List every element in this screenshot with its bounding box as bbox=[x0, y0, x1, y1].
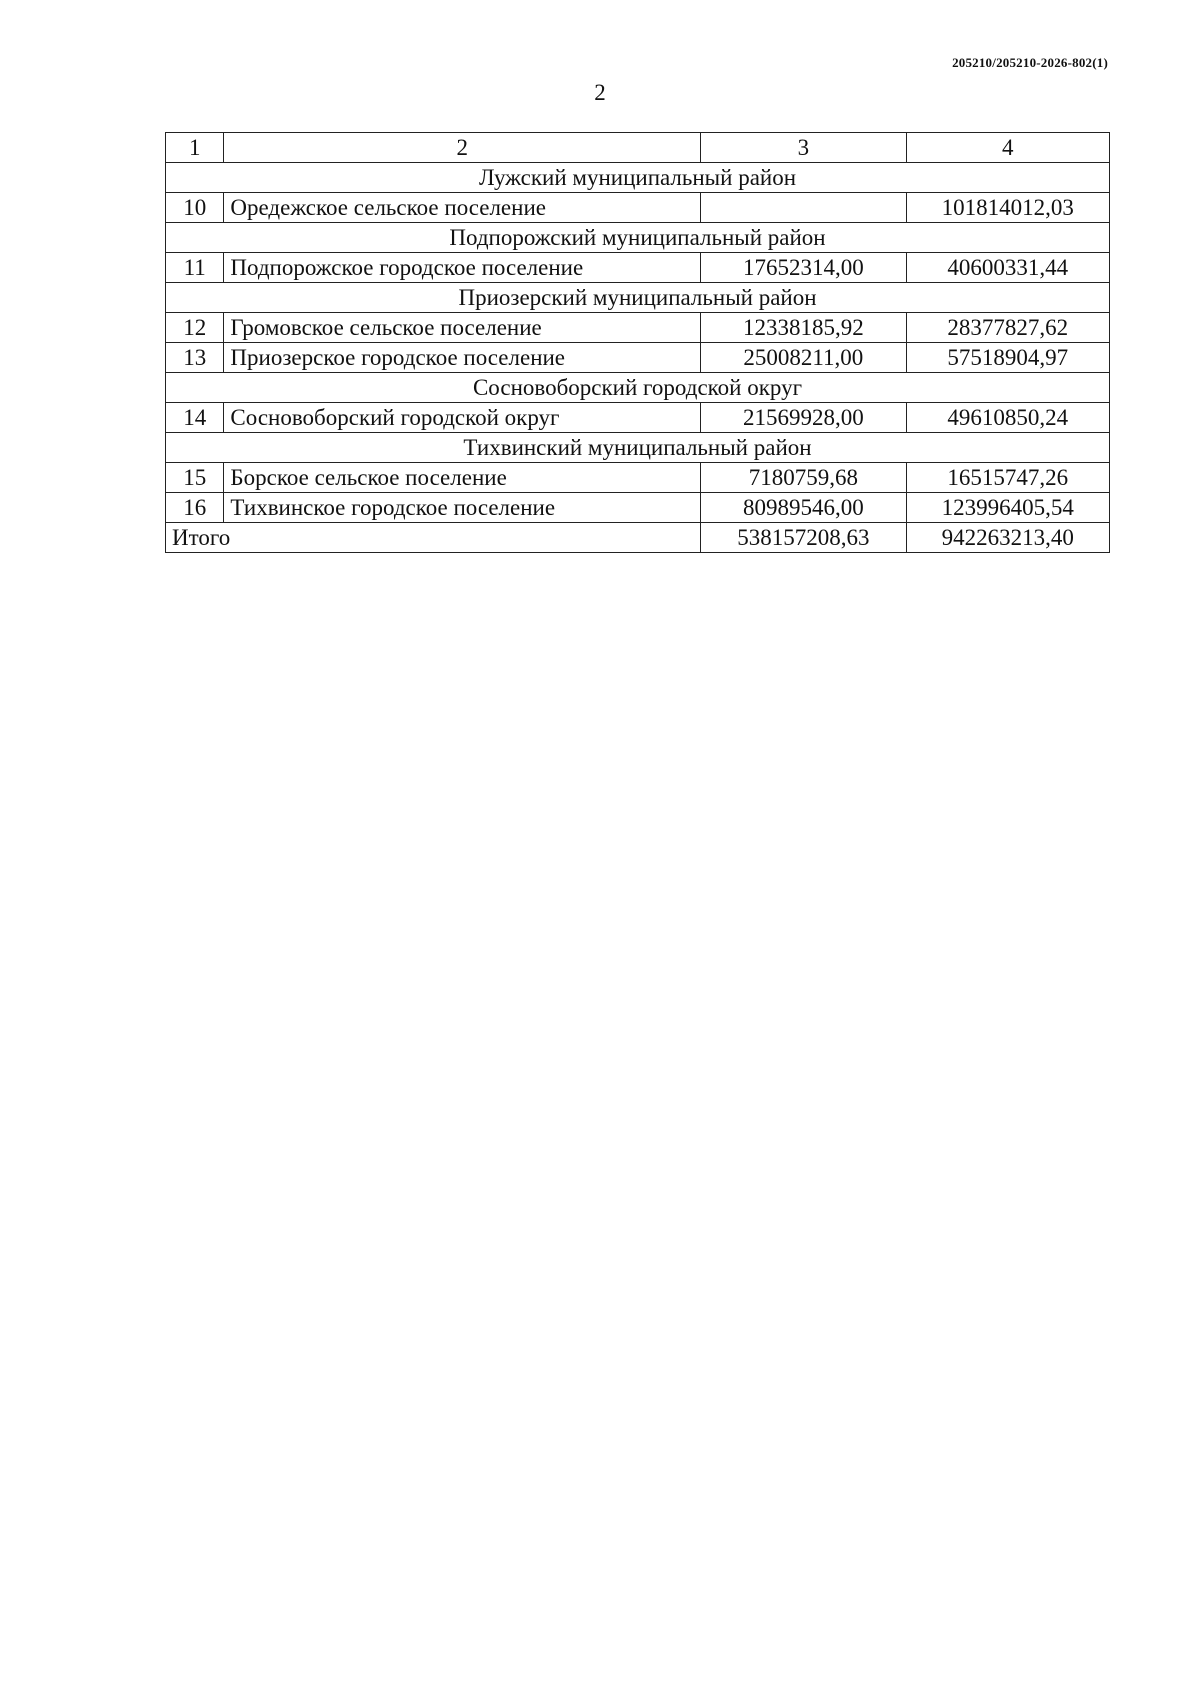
group-row bbox=[166, 433, 1110, 463]
value-col4: 123996405,54 bbox=[906, 493, 1109, 523]
value-col4: 40600331,44 bbox=[906, 253, 1109, 283]
row-number: 10 bbox=[166, 193, 224, 223]
table-row bbox=[166, 463, 1110, 493]
group-row bbox=[166, 223, 1110, 253]
row-number: 13 bbox=[166, 343, 224, 373]
value-col4: 57518904,97 bbox=[906, 343, 1109, 373]
group-row bbox=[166, 163, 1110, 193]
group-title: Сосновоборский городской округ bbox=[166, 373, 1110, 403]
total-col3: 538157208,63 bbox=[701, 523, 906, 553]
row-number: 16 bbox=[166, 493, 224, 523]
value-col3: 7180759,68 bbox=[701, 463, 906, 493]
settlement-name: Сосновоборский городской округ bbox=[224, 403, 701, 433]
value-col3: 80989546,00 bbox=[701, 493, 906, 523]
value-col3 bbox=[701, 193, 906, 223]
total-row bbox=[166, 523, 1110, 553]
settlement-name: Тихвинское городское поселение bbox=[224, 493, 701, 523]
settlement-name: Подпорожское городское поселение bbox=[224, 253, 701, 283]
value-col4: 49610850,24 bbox=[906, 403, 1109, 433]
value-col3: 17652314,00 bbox=[701, 253, 906, 283]
table-row bbox=[166, 313, 1110, 343]
group-title: Лужский муниципальный район bbox=[166, 163, 1110, 193]
settlement-name: Борское сельское поселение bbox=[224, 463, 701, 493]
group-title: Тихвинский муниципальный район bbox=[166, 433, 1110, 463]
table-row bbox=[166, 403, 1110, 433]
page-number: 2 bbox=[594, 80, 606, 105]
value-col4: 16515747,26 bbox=[906, 463, 1109, 493]
table-header-row bbox=[166, 133, 1110, 163]
settlements-table bbox=[165, 132, 1110, 553]
row-number: 12 bbox=[166, 313, 224, 343]
value-col4: 28377827,62 bbox=[906, 313, 1109, 343]
table-row bbox=[166, 343, 1110, 373]
column-header-1: 1 bbox=[166, 133, 224, 163]
value-col3: 21569928,00 bbox=[701, 403, 906, 433]
table-row bbox=[166, 193, 1110, 223]
total-col4: 942263213,40 bbox=[906, 523, 1109, 553]
value-col4: 101814012,03 bbox=[906, 193, 1109, 223]
group-row bbox=[166, 373, 1110, 403]
value-col3: 12338185,92 bbox=[701, 313, 906, 343]
column-header-4: 4 bbox=[906, 133, 1109, 163]
settlement-name: Оредежское сельское поселение bbox=[224, 193, 701, 223]
group-row bbox=[166, 283, 1110, 313]
row-number: 15 bbox=[166, 463, 224, 493]
settlement-name: Приозерское городское поселение bbox=[224, 343, 701, 373]
total-label: Итого bbox=[166, 523, 701, 553]
column-header-2: 2 bbox=[224, 133, 701, 163]
column-header-3: 3 bbox=[701, 133, 906, 163]
value-col3: 25008211,00 bbox=[701, 343, 906, 373]
table-row bbox=[166, 253, 1110, 283]
document-code: 205210/205210-2026-802(1) bbox=[952, 55, 1108, 70]
row-number: 14 bbox=[166, 403, 224, 433]
group-title: Подпорожский муниципальный район bbox=[166, 223, 1110, 253]
table-row bbox=[166, 493, 1110, 523]
group-title: Приозерский муниципальный район bbox=[166, 283, 1110, 313]
settlement-name: Громовское сельское поселение bbox=[224, 313, 701, 343]
row-number: 11 bbox=[166, 253, 224, 283]
